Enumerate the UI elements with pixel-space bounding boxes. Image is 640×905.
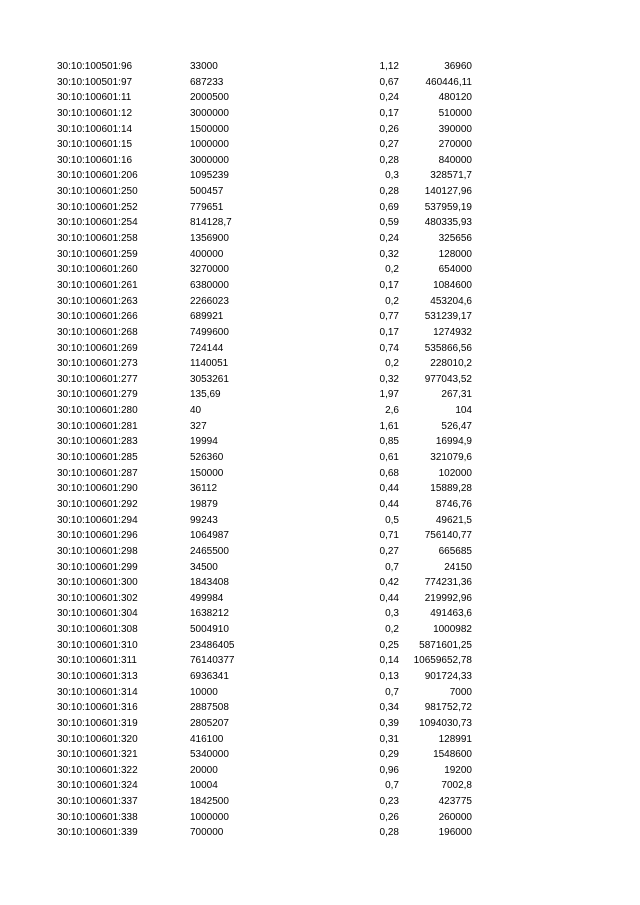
- value-cell: 135,69: [190, 389, 221, 401]
- cadastral-number-cell: 30:10:100601:259: [57, 248, 138, 260]
- cadastral-number-cell: 30:10:100601:308: [57, 624, 138, 636]
- value-cell: 2887508: [190, 702, 229, 714]
- result-cell: 480120: [438, 92, 472, 104]
- table-row: [0, 528, 640, 544]
- result-cell: 537959,19: [424, 201, 472, 213]
- value-cell: 7499600: [190, 326, 229, 338]
- table-row: [0, 810, 640, 826]
- rate-cell: 0,2: [385, 264, 399, 276]
- result-cell: 977043,52: [424, 373, 472, 385]
- table-row: [0, 247, 640, 263]
- cadastral-number-cell: 30:10:100601:338: [57, 811, 138, 823]
- table-row: [0, 59, 640, 75]
- result-cell: 328571,7: [430, 170, 472, 182]
- rate-cell: 0,32: [379, 248, 399, 260]
- cadastral-number-cell: 30:10:100601:269: [57, 342, 138, 354]
- table-row: [0, 341, 640, 357]
- table-row: [0, 356, 640, 372]
- value-cell: 33000: [190, 61, 218, 72]
- cadastral-number-cell: 30:10:100601:260: [57, 264, 138, 276]
- rate-cell: 0,24: [379, 92, 399, 104]
- cadastral-number-cell: 30:10:100601:280: [57, 405, 138, 417]
- value-cell: 689921: [190, 311, 224, 323]
- value-cell: 327: [190, 420, 207, 432]
- cadastral-number-cell: 30:10:100601:285: [57, 452, 138, 464]
- result-cell: 128991: [438, 733, 472, 745]
- rate-cell: 0,44: [379, 483, 399, 495]
- table-row: [0, 215, 640, 231]
- cadastral-number-cell: 30:10:100501:97: [57, 76, 133, 88]
- result-cell: 19200: [444, 764, 472, 776]
- cadastral-number-cell: 30:10:100601:320: [57, 733, 138, 745]
- value-cell: 3053261: [190, 373, 229, 385]
- result-cell: 423775: [438, 796, 472, 808]
- rate-cell: 0,25: [379, 639, 399, 651]
- result-cell: 102000: [438, 467, 472, 479]
- cadastral-number-cell: 30:10:100601:299: [57, 561, 138, 573]
- value-cell: 814128,7: [190, 217, 232, 229]
- value-cell: 1638212: [190, 608, 229, 620]
- table-row: [0, 387, 640, 403]
- cadastral-number-cell: 30:10:100601:287: [57, 467, 138, 479]
- rate-cell: 0,74: [379, 342, 399, 354]
- cadastral-number-cell: 30:10:100601:302: [57, 592, 138, 604]
- cadastral-number-cell: 30:10:100601:300: [57, 577, 138, 589]
- table-row: [0, 137, 640, 153]
- table-row: [0, 638, 640, 654]
- table-row: [0, 513, 640, 529]
- value-cell: 5340000: [190, 749, 229, 761]
- cadastral-number-cell: 30:10:100601:283: [57, 436, 138, 448]
- value-cell: 1842500: [190, 796, 229, 808]
- value-cell: 1500000: [190, 123, 229, 135]
- table-row: [0, 403, 640, 419]
- result-cell: 1274932: [433, 326, 472, 338]
- table-row: [0, 716, 640, 732]
- rate-cell: 0,14: [379, 655, 399, 667]
- rate-cell: 2,6: [385, 405, 399, 417]
- table-row: [0, 278, 640, 294]
- table-row: [0, 294, 640, 310]
- rate-cell: 0,28: [379, 186, 399, 198]
- table-row: [0, 450, 640, 466]
- value-cell: 416100: [190, 733, 224, 745]
- rate-cell: 0,13: [379, 670, 399, 682]
- rate-cell: 0,42: [379, 577, 399, 589]
- result-cell: 8746,76: [435, 498, 472, 510]
- cadastral-number-cell: 30:10:100601:254: [57, 217, 138, 229]
- rate-cell: 0,5: [385, 514, 399, 526]
- rate-cell: 0,2: [385, 358, 399, 370]
- result-cell: 219992,96: [424, 592, 472, 604]
- table-row: [0, 184, 640, 200]
- result-cell: 535866,56: [424, 342, 472, 354]
- cadastral-number-cell: 30:10:100601:321: [57, 749, 138, 761]
- rate-cell: 0,34: [379, 702, 399, 714]
- value-cell: 6380000: [190, 279, 229, 291]
- table-row: [0, 153, 640, 169]
- rate-cell: 0,44: [379, 498, 399, 510]
- table-row: [0, 325, 640, 341]
- cadastral-number-cell: 30:10:100601:310: [57, 639, 138, 651]
- value-cell: 400000: [190, 248, 224, 260]
- value-cell: 1140051: [190, 358, 229, 370]
- rate-cell: 0,96: [379, 764, 399, 776]
- rate-cell: 0,59: [379, 217, 399, 229]
- table-row: [0, 825, 640, 841]
- result-cell: 531239,17: [424, 311, 472, 323]
- result-cell: 7002,8: [441, 780, 472, 792]
- cadastral-number-cell: 30:10:100601:206: [57, 170, 138, 182]
- table-row: [0, 372, 640, 388]
- rate-cell: 0,85: [379, 436, 399, 448]
- rate-cell: 0,2: [385, 295, 399, 307]
- value-cell: 1095239: [190, 170, 229, 182]
- rate-cell: 1,97: [379, 389, 399, 401]
- value-cell: 499984: [190, 592, 224, 604]
- result-cell: 1548600: [433, 749, 472, 761]
- value-cell: 34500: [190, 561, 218, 573]
- rate-cell: 0,26: [379, 123, 399, 135]
- result-cell: 1000982: [433, 624, 472, 636]
- table-row: [0, 200, 640, 216]
- cadastral-number-cell: 30:10:100601:319: [57, 717, 138, 729]
- result-cell: 24150: [444, 561, 472, 573]
- value-cell: 1000000: [190, 139, 229, 151]
- rate-cell: 0,69: [379, 201, 399, 213]
- cadastral-number-cell: 30:10:100601:258: [57, 233, 138, 245]
- table-row: [0, 732, 640, 748]
- rate-cell: 0,31: [379, 733, 399, 745]
- result-cell: 774231,36: [424, 577, 472, 589]
- cadastral-number-cell: 30:10:100601:304: [57, 608, 138, 620]
- result-cell: 36960: [444, 61, 472, 72]
- result-cell: 49621,5: [435, 514, 472, 526]
- value-cell: 6936341: [190, 670, 229, 682]
- result-cell: 480335,93: [424, 217, 472, 229]
- cadastral-number-cell: 30:10:100601:273: [57, 358, 138, 370]
- rate-cell: 0,77: [379, 311, 399, 323]
- result-cell: 196000: [438, 827, 472, 839]
- result-cell: 128000: [438, 248, 472, 260]
- rate-cell: 0,17: [379, 326, 399, 338]
- table-row: [0, 544, 640, 560]
- value-cell: 36112: [190, 483, 218, 495]
- result-cell: 654000: [438, 264, 472, 276]
- rate-cell: 0,61: [379, 452, 399, 464]
- table-row: [0, 466, 640, 482]
- result-cell: 390000: [438, 123, 472, 135]
- table-row: [0, 685, 640, 701]
- result-cell: 5871601,25: [419, 639, 472, 651]
- value-cell: 150000: [190, 467, 224, 479]
- result-cell: 104: [455, 405, 472, 417]
- cadastral-number-cell: 30:10:100501:96: [57, 61, 133, 72]
- rate-cell: 0,67: [379, 76, 399, 88]
- table-row: [0, 481, 640, 497]
- result-cell: 981752,72: [424, 702, 472, 714]
- cadastral-number-cell: 30:10:100601:16: [57, 154, 133, 166]
- cadastral-number-cell: 30:10:100601:292: [57, 498, 138, 510]
- result-cell: 901724,33: [424, 670, 472, 682]
- result-cell: 7000: [449, 686, 472, 698]
- cadastral-number-cell: 30:10:100601:15: [57, 139, 133, 151]
- value-cell: 5004910: [190, 624, 229, 636]
- table-row: [0, 653, 640, 669]
- rate-cell: 0,3: [385, 608, 399, 620]
- rate-cell: 0,28: [379, 154, 399, 166]
- cadastral-number-cell: 30:10:100601:316: [57, 702, 138, 714]
- cadastral-number-cell: 30:10:100601:11: [57, 92, 132, 104]
- value-cell: 19994: [190, 436, 218, 448]
- value-cell: 23486405: [190, 639, 235, 651]
- rate-cell: 0,7: [385, 780, 399, 792]
- result-cell: 270000: [438, 139, 472, 151]
- rate-cell: 0,17: [379, 107, 399, 119]
- table-row: [0, 419, 640, 435]
- rate-cell: 0,44: [379, 592, 399, 604]
- rate-cell: 0,2: [385, 624, 399, 636]
- rate-cell: 0,68: [379, 467, 399, 479]
- cadastral-number-cell: 30:10:100601:263: [57, 295, 138, 307]
- rate-cell: 0,24: [379, 233, 399, 245]
- cadastral-number-cell: 30:10:100601:322: [57, 764, 138, 776]
- cadastral-number-cell: 30:10:100601:296: [57, 530, 138, 542]
- result-cell: 325656: [438, 233, 472, 245]
- value-cell: 526360: [190, 452, 224, 464]
- value-cell: 2465500: [190, 545, 229, 557]
- value-cell: 724144: [190, 342, 224, 354]
- cadastral-number-cell: 30:10:100601:298: [57, 545, 138, 557]
- rate-cell: 0,23: [379, 796, 399, 808]
- cadastral-number-cell: 30:10:100601:314: [57, 686, 138, 698]
- cadastral-number-cell: 30:10:100601:339: [57, 827, 138, 839]
- table-row: [0, 434, 640, 450]
- cadastral-number-cell: 30:10:100601:277: [57, 373, 138, 385]
- table-row: [0, 309, 640, 325]
- cadastral-number-cell: 30:10:100601:14: [57, 123, 133, 135]
- rate-cell: 1,61: [379, 420, 399, 432]
- table-row: [0, 606, 640, 622]
- table-row: [0, 700, 640, 716]
- value-cell: 76140377: [190, 655, 235, 667]
- table-row: [0, 747, 640, 763]
- result-cell: 1084600: [433, 279, 472, 291]
- value-cell: 10000: [190, 686, 218, 698]
- result-cell: 16994,9: [435, 436, 472, 448]
- cadastral-number-cell: 30:10:100601:311: [57, 655, 137, 667]
- rate-cell: 0,32: [379, 373, 399, 385]
- table-row: [0, 794, 640, 810]
- result-cell: 260000: [438, 811, 472, 823]
- cadastral-number-cell: 30:10:100601:268: [57, 326, 138, 338]
- rate-cell: 0,27: [379, 139, 399, 151]
- rate-cell: 1,12: [379, 61, 399, 72]
- table-row: [0, 763, 640, 779]
- cadastral-number-cell: 30:10:100601:266: [57, 311, 138, 323]
- value-cell: 40: [190, 405, 202, 417]
- value-cell: 1843408: [190, 577, 229, 589]
- result-cell: 228010,2: [430, 358, 472, 370]
- result-cell: 460446,11: [425, 76, 472, 88]
- rate-cell: 0,27: [379, 545, 399, 557]
- table-row: [0, 75, 640, 91]
- result-cell: 526,47: [441, 420, 472, 432]
- cadastral-number-cell: 30:10:100601:337: [57, 796, 138, 808]
- result-cell: 665685: [438, 545, 472, 557]
- cadastral-number-cell: 30:10:100601:281: [57, 420, 138, 432]
- value-cell: 1000000: [190, 811, 229, 823]
- table-row: [0, 591, 640, 607]
- rate-cell: 0,29: [379, 749, 399, 761]
- result-cell: 510000: [438, 107, 472, 119]
- value-cell: 1356900: [190, 233, 229, 245]
- cadastral-number-cell: 30:10:100601:12: [57, 107, 133, 119]
- cadastral-number-cell: 30:10:100601:252: [57, 201, 138, 213]
- result-cell: 840000: [438, 154, 472, 166]
- cadastral-number-cell: 30:10:100601:290: [57, 483, 138, 495]
- rate-cell: 0,71: [379, 530, 399, 542]
- rate-cell: 0,28: [379, 827, 399, 839]
- rate-cell: 0,3: [385, 170, 399, 182]
- value-cell: 779651: [190, 201, 224, 213]
- result-cell: 15889,28: [430, 483, 472, 495]
- table-row: [0, 560, 640, 576]
- table-row: [0, 497, 640, 513]
- value-cell: 19879: [190, 498, 218, 510]
- result-cell: 453204,6: [430, 295, 472, 307]
- value-cell: 1064987: [190, 530, 229, 542]
- cadastral-number-cell: 30:10:100601:261: [57, 279, 138, 291]
- result-cell: 267,31: [441, 389, 472, 401]
- result-cell: 321079,6: [430, 452, 472, 464]
- value-cell: 2266023: [190, 295, 229, 307]
- cadastral-number-cell: 30:10:100601:313: [57, 670, 138, 682]
- rate-cell: 0,7: [385, 686, 399, 698]
- table-row: [0, 778, 640, 794]
- value-cell: 20000: [190, 764, 218, 776]
- rate-cell: 0,17: [379, 279, 399, 291]
- table-row: [0, 575, 640, 591]
- value-cell: 2000500: [190, 92, 229, 104]
- spreadsheet-table: [0, 59, 640, 841]
- rate-cell: 0,26: [379, 811, 399, 823]
- value-cell: 3000000: [190, 154, 229, 166]
- value-cell: 99243: [190, 514, 218, 526]
- table-row: [0, 262, 640, 278]
- result-cell: 140127,96: [424, 186, 472, 198]
- result-cell: 10659652,78: [413, 655, 472, 667]
- table-row: [0, 669, 640, 685]
- cadastral-number-cell: 30:10:100601:279: [57, 389, 138, 401]
- value-cell: 3000000: [190, 107, 229, 119]
- table-row: [0, 622, 640, 638]
- cadastral-number-cell: 30:10:100601:294: [57, 514, 138, 526]
- value-cell: 500457: [190, 186, 224, 198]
- result-cell: 756140,77: [424, 530, 472, 542]
- cadastral-number-cell: 30:10:100601:324: [57, 780, 138, 792]
- table-row: [0, 231, 640, 247]
- value-cell: 10004: [190, 780, 218, 792]
- result-cell: 491463,6: [430, 608, 472, 620]
- result-cell: 1094030,73: [419, 717, 472, 729]
- table-row: [0, 168, 640, 184]
- value-cell: 687233: [190, 76, 224, 88]
- value-cell: 700000: [190, 827, 224, 839]
- cadastral-number-cell: 30:10:100601:250: [57, 186, 138, 198]
- value-cell: 3270000: [190, 264, 229, 276]
- table-row: [0, 106, 640, 122]
- rate-cell: 0,7: [385, 561, 399, 573]
- value-cell: 2805207: [190, 717, 229, 729]
- rate-cell: 0,39: [379, 717, 399, 729]
- table-row: [0, 90, 640, 106]
- table-row: [0, 122, 640, 138]
